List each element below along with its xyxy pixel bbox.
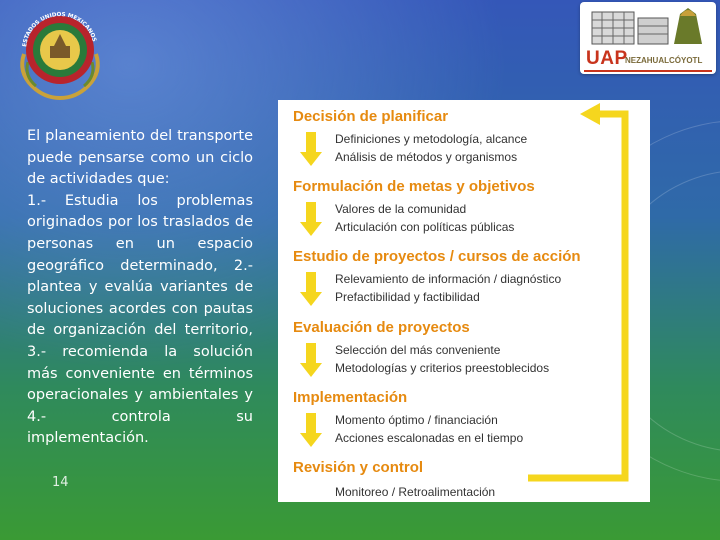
- step-detail: Momento óptimo / financiación: [335, 413, 498, 427]
- step-detail: Monitoreo / Retroalimentación: [335, 485, 496, 499]
- step-detail: Selección del más conveniente: [335, 343, 501, 357]
- uap-wordmark: UAP: [586, 48, 628, 69]
- planning-cycle-diagram: [278, 100, 650, 502]
- step-detail: Metodologías y criterios preestoblecidos: [335, 361, 550, 375]
- step-title-formulacion-metas: Formulación de metas y objetivos: [293, 178, 535, 195]
- down-arrow-icon: [300, 272, 322, 308]
- step-detail: Definiciones y metodología, alcance: [335, 132, 528, 146]
- down-arrow-icon: [300, 413, 322, 449]
- step-detail: Relevamiento de información / diagnóstico: [335, 272, 562, 286]
- step-title-implementacion: Implementación: [293, 389, 408, 406]
- slide-body-text: El planeamiento del transporte puede pensarse como un ciclo de actividades que: 1.- Estudia los problemas originados por los traslados de personas en un espacio geográfico determinado, 2.- plantea y evalúa variantes de soluciones acordes con pautas de organización del territorio, 3.- recomienda la solución más conveniente en términos operacionales y ambientales y 4.- controla su implementación.: [27, 128, 253, 447]
- estado-de-mexico-seal-logo: [14, 2, 106, 102]
- step-title-decision-planificar: Decisión de planificar: [293, 108, 449, 125]
- down-arrow-icon: [300, 132, 322, 168]
- slide-number: 14: [52, 475, 69, 490]
- uap-subtitle: NEZAHUALCÓYOTL: [625, 56, 703, 65]
- uap-underline: [584, 70, 712, 72]
- seal-text: ESTADOS UNIDOS MEXICANOS: [22, 11, 97, 48]
- down-arrow-icon: [300, 202, 322, 238]
- step-title-estudio-proyectos: Estudio de proyectos / cursos de acción: [293, 248, 581, 265]
- step-detail: Valores de la comunidad: [335, 202, 467, 216]
- step-title-evaluacion-proyectos: Evaluación de proyectos: [293, 319, 470, 336]
- step-detail: Articulación con políticas públicas: [335, 220, 515, 234]
- step-detail: Análisis de métodos y organismos: [335, 150, 518, 164]
- uap-nezahualcoyotl-logo: [580, 2, 716, 74]
- step-title-revision-control: Revisión y control: [293, 459, 424, 476]
- step-detail: Acciones escalonadas en el tiempo: [335, 431, 524, 445]
- step-detail: Prefactibilidad y factibilidad: [335, 290, 480, 304]
- down-arrow-icon: [300, 343, 322, 379]
